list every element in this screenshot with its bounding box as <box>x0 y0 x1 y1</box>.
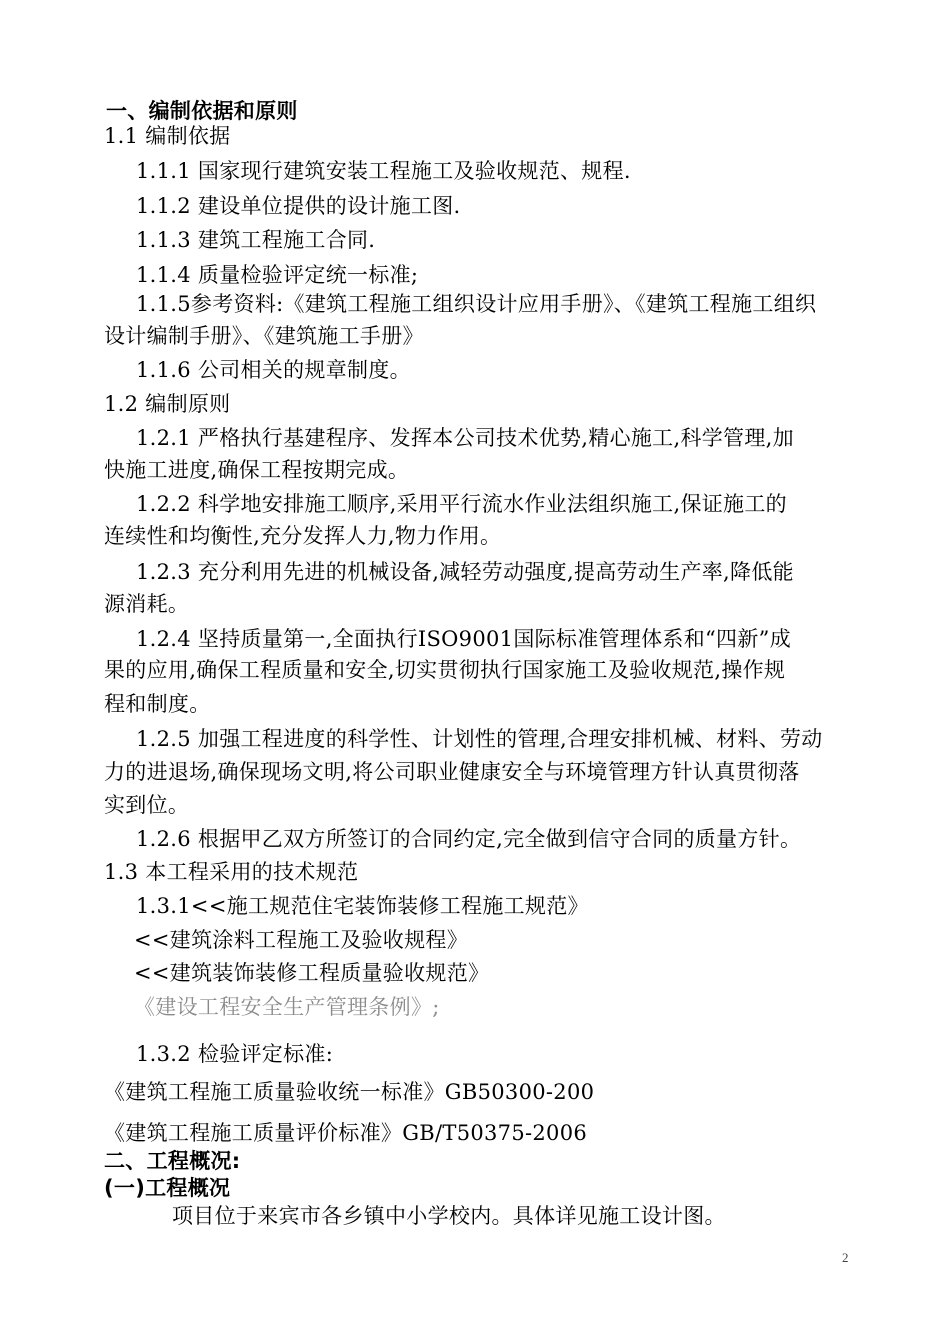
item-1-2-1-line2: 快施工进度,确保工程按期完成。 <box>104 458 410 482</box>
item-1-1-6: 1.1.6 公司相关的规章制度。 <box>136 358 411 382</box>
item-1-3-2: 1.3.2 检验评定标准: <box>136 1042 334 1066</box>
item-1-2-6: 1.2.6 根据甲乙双方所签订的合同约定,完全做到信守合同的质量方针。 <box>136 827 802 851</box>
item-1-1-3: 1.1.3 建筑工程施工合同. <box>136 228 376 252</box>
section1-heading: 一、编制依据和原则 <box>106 99 298 123</box>
standard-gb50300: 《建筑工程施工质量验收统一标准》GB50300-200 <box>104 1080 595 1104</box>
item-1-2-2-line1: 1.2.2 科学地安排施工顺序,采用平行流水作业法组织施工,保证施工的 <box>136 492 787 516</box>
item-1-2-4-line3: 程和制度。 <box>104 692 211 716</box>
item-1-1-1: 1.1.1 国家现行建筑安装工程施工及验收规范、规程. <box>136 159 631 183</box>
item-1-2-3-line2: 源消耗。 <box>104 592 190 616</box>
item-1-2-5-line1: 1.2.5 加强工程进度的科学性、计划性的管理,合理安排机械、材料、劳动 <box>136 727 823 751</box>
standard-gb50375: 《建筑工程施工质量评价标准》GB/T50375-2006 <box>104 1121 588 1145</box>
section2-heading: 二、工程概况: <box>104 1149 241 1173</box>
item-1-2-5-line3: 实到位。 <box>104 793 190 817</box>
item-1-1-5-line2: 设计编制手册》、《建筑施工手册》 <box>104 324 424 348</box>
item-1-2-5-line2: 力的进退场,确保现场文明,将公司职业健康安全与环境管理方针认真贯彻落 <box>104 760 800 784</box>
item-1-1-5-line1: 1.1.5参考资料:《建筑工程施工组织设计应用手册》、《建筑工程施工组织 <box>136 292 817 316</box>
item-1-2-4-line1: 1.2.4 坚持质量第一,全面执行ISO9001国际标准管理体系和“四新”成 <box>136 627 791 651</box>
spec-safety: 《建设工程安全生产管理条例》; <box>134 995 440 1019</box>
item-1-1-2: 1.1.2 建设单位提供的设计施工图. <box>136 194 461 218</box>
page-number: 2 <box>842 1250 849 1265</box>
subsection-1-3-heading: 1.3 本工程采用的技术规范 <box>104 860 359 884</box>
item-1-3-1: 1.3.1<<施工规范住宅装饰装修工程施工规范》 <box>136 894 589 918</box>
item-1-2-1-line1: 1.2.1 严格执行基建程序、发挥本公司技术优势,精心施工,科学管理,加 <box>136 426 794 450</box>
item-1-2-2-line2: 连续性和均衡性,充分发挥人力,物力作用。 <box>104 524 502 548</box>
item-1-2-3-line1: 1.2.3 充分利用先进的机械设备,减轻劳动强度,提高劳动生产率,降低能 <box>136 560 794 584</box>
subsection-1-1-heading: 1.1 编制依据 <box>104 124 231 148</box>
item-1-2-4-line2: 果的应用,确保工程质量和安全,切实贯彻执行国家施工及验收规范,操作规 <box>104 658 786 682</box>
subsection-2-1-heading: (一)工程概况 <box>104 1176 231 1200</box>
subsection-1-2-heading: 1.2 编制原则 <box>104 392 231 416</box>
spec-decoration: <<建筑装饰装修工程质量验收规范》 <box>134 961 490 985</box>
spec-coating: <<建筑涂料工程施工及验收规程》 <box>134 928 468 952</box>
project-location: 项目位于来宾市各乡镇中小学校内。具体详见施工设计图。 <box>172 1204 726 1228</box>
item-1-1-4: 1.1.4 质量检验评定统一标准; <box>136 263 419 287</box>
